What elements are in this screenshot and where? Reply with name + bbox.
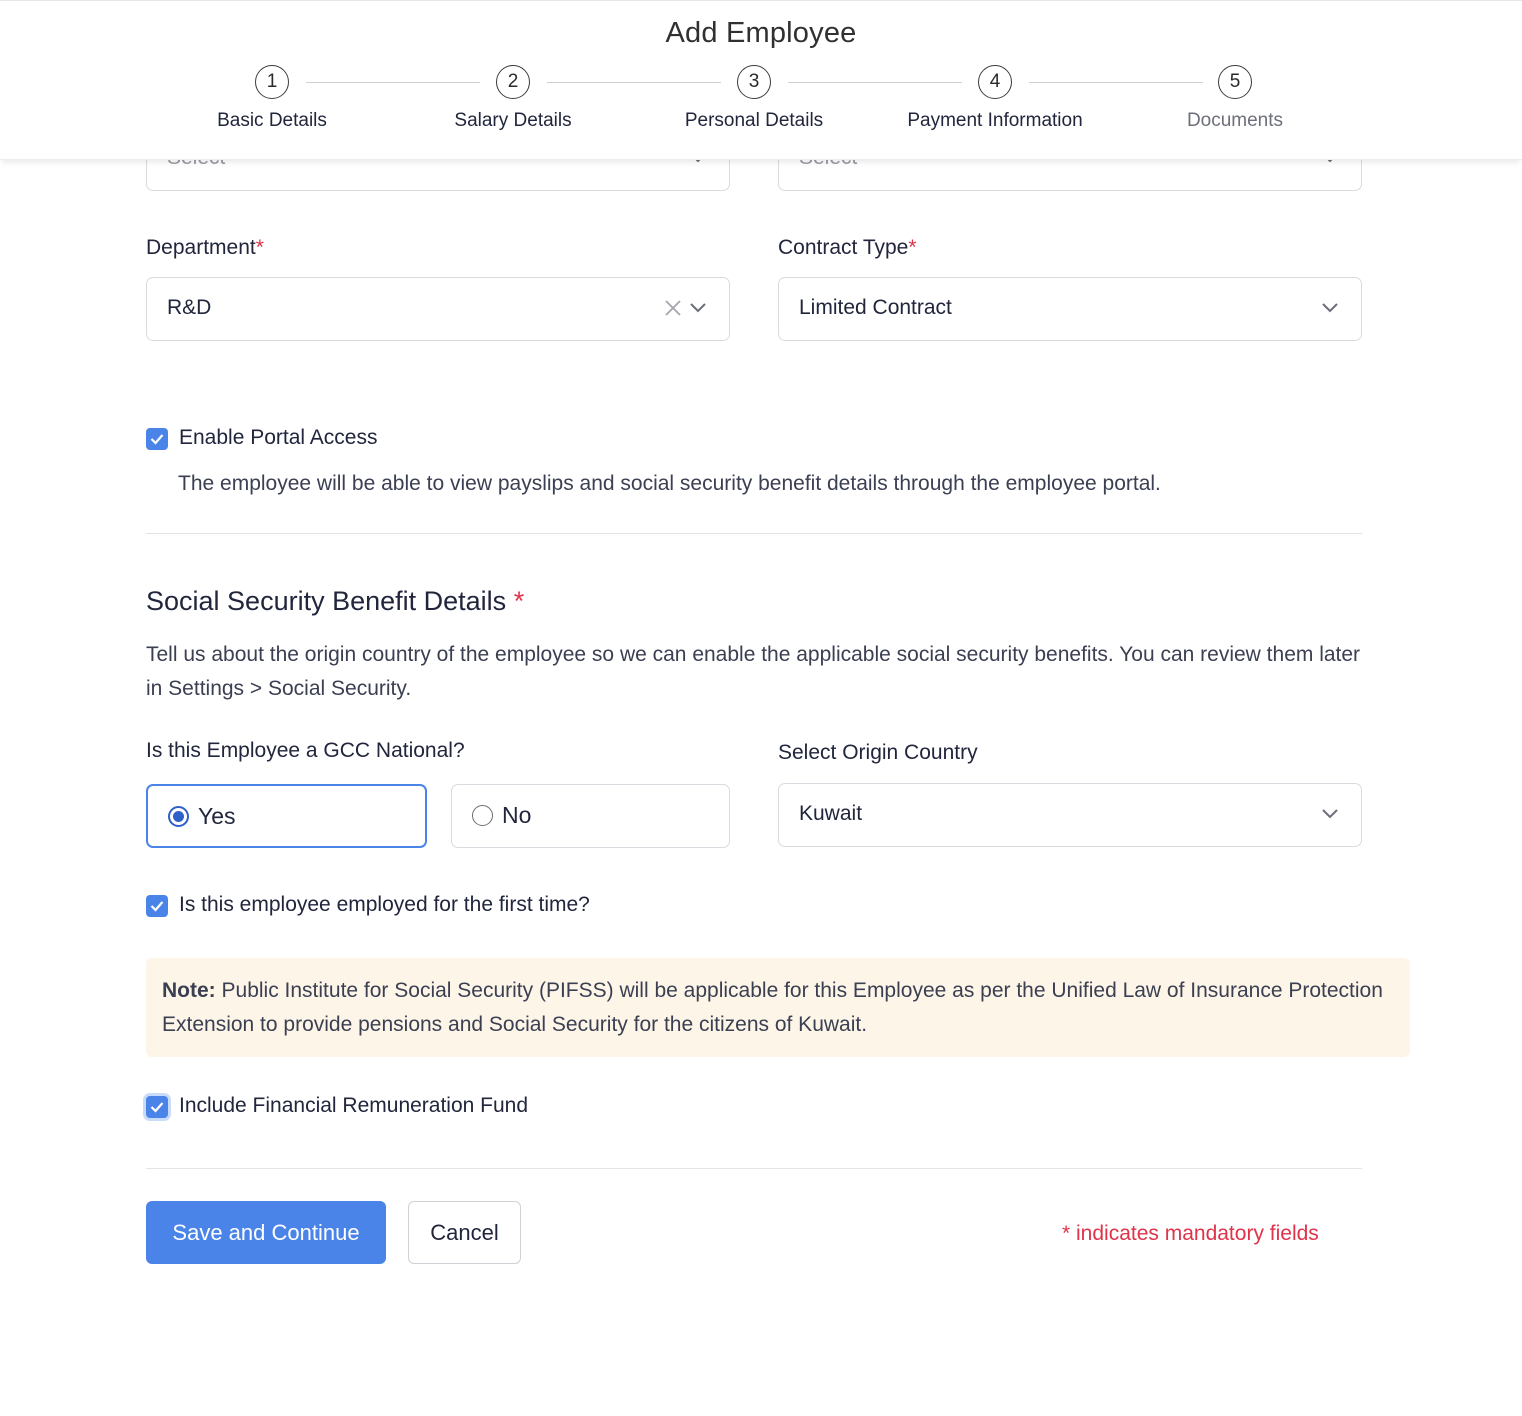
page-title: Add Employee: [665, 17, 857, 49]
radio-label: Yes: [198, 803, 236, 829]
step-salary-details[interactable]: [393, 65, 633, 132]
required-mark: *: [255, 236, 264, 259]
step-label: Basic Details: [217, 110, 327, 131]
gcc-national-question: Is this Employee a GCC National?: [146, 739, 465, 762]
social-security-title: [146, 586, 524, 617]
note-prefix: Note:: [162, 979, 216, 1002]
portal-access-description: The employee will be able to view payslips and social security benefit details through the employee portal.: [178, 472, 1161, 495]
department-label-text: Department: [146, 236, 256, 259]
first-time-employed-label[interactable]: Is this employee employed for the first time?: [179, 893, 590, 916]
step-label: Documents: [1186, 110, 1284, 131]
step-number: 4: [978, 65, 1012, 99]
chevron-down-icon: [1321, 808, 1339, 820]
step-label: Personal Details: [684, 110, 824, 131]
step-personal-details[interactable]: [634, 65, 874, 132]
required-mark: *: [513, 586, 525, 616]
financial-fund-checkbox[interactable]: [146, 1096, 168, 1118]
department-label: [146, 236, 264, 260]
social-security-title-text: Social Security Benefit Details: [146, 586, 507, 616]
footer-divider: [146, 1168, 1362, 1169]
cancel-button[interactable]: Cancel: [408, 1201, 521, 1264]
financial-fund-label[interactable]: Include Financial Remuneration Fund: [179, 1094, 529, 1117]
wizard-header: [0, 0, 1522, 160]
department-value: R&D: [167, 296, 212, 319]
save-and-continue-button[interactable]: Save and Continue: [146, 1201, 386, 1264]
step-basic-details[interactable]: [152, 65, 392, 132]
contract-type-value: Limited Contract: [799, 296, 952, 319]
contract-type-label: [778, 236, 917, 260]
social-security-description: Tell us about the origin country of the employee so we can enable the applicable social security benefits. You can review them later in Settings > Social Security.: [146, 643, 1361, 700]
checkmark-icon: [150, 433, 164, 445]
section-divider: [146, 533, 1362, 534]
step-payment-information[interactable]: [875, 65, 1115, 132]
step-documents[interactable]: [1115, 65, 1355, 132]
checkmark-icon: [150, 1101, 164, 1113]
step-number: 1: [255, 65, 289, 99]
radio-button[interactable]: [168, 806, 189, 827]
clear-icon[interactable]: [663, 298, 683, 318]
note-text: Public Institute for Social Security (PIFSS) will be applicable for this Employee as per the Unified Law of Insurance Protection Extension to provide pensions and Social Security for the citizens of Kuwait.: [162, 979, 1383, 1036]
step-number: 2: [496, 65, 530, 99]
chevron-down-icon: [689, 302, 707, 314]
contract-type-select[interactable]: [778, 277, 1362, 341]
pifss-note: [146, 958, 1410, 1057]
radio-button[interactable]: [472, 805, 493, 826]
origin-country-value: Kuwait: [799, 802, 863, 825]
checkmark-icon: [150, 900, 164, 912]
step-label: Salary Details: [454, 110, 572, 131]
origin-country-label: Select Origin Country: [778, 741, 978, 764]
portal-access-label[interactable]: Enable Portal Access: [179, 426, 378, 449]
portal-access-checkbox[interactable]: [146, 428, 168, 450]
origin-country-select[interactable]: [778, 783, 1362, 847]
step-label: Payment Information: [907, 110, 1083, 131]
first-time-employed-checkbox[interactable]: [146, 895, 168, 917]
gcc-yes-option[interactable]: [146, 784, 427, 848]
department-select[interactable]: [146, 277, 730, 341]
contract-type-label-text: Contract Type: [778, 236, 909, 259]
gcc-no-option[interactable]: [451, 784, 730, 848]
required-mark: *: [908, 236, 917, 259]
radio-label: No: [502, 802, 532, 828]
step-number: 3: [737, 65, 771, 99]
chevron-down-icon: [1321, 302, 1339, 314]
step-number: 5: [1218, 65, 1252, 99]
mandatory-fields-note: * indicates mandatory fields: [1062, 1222, 1319, 1245]
